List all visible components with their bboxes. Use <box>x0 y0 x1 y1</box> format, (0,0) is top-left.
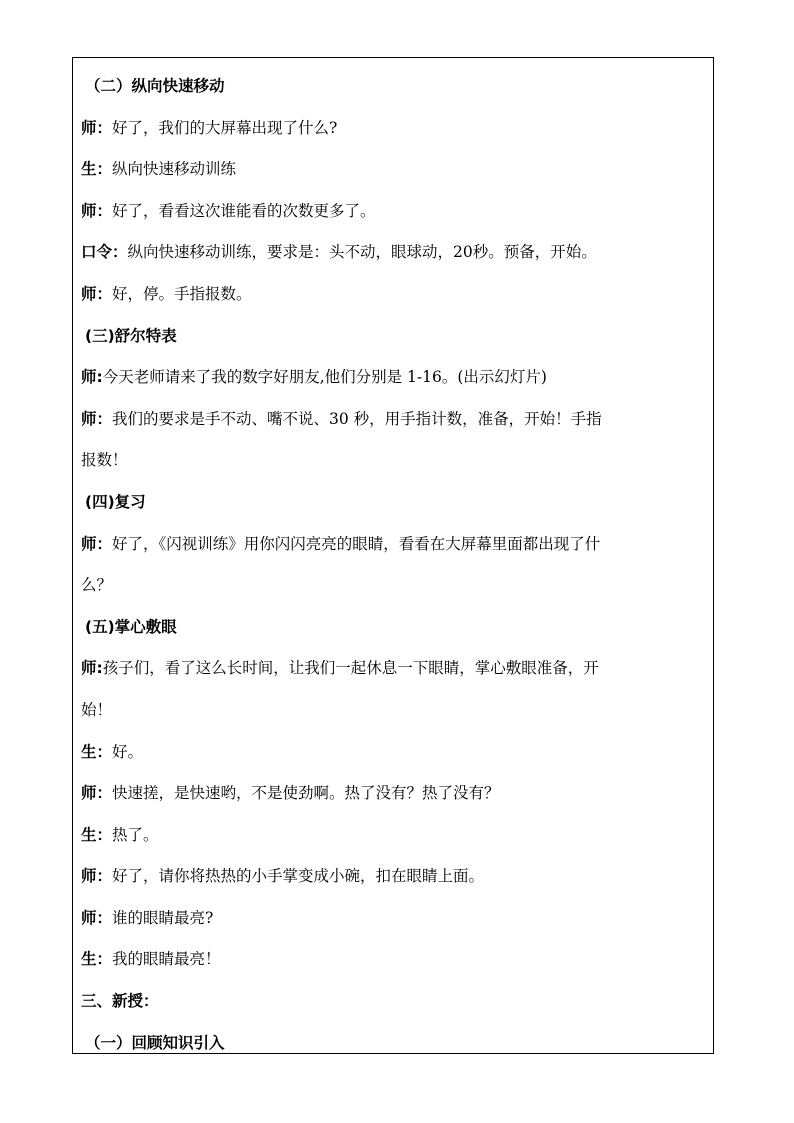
speaker-label: 生： <box>81 825 113 844</box>
continuation-line: 始！ <box>81 700 113 719</box>
section-heading: 三、新授： <box>81 992 159 1011</box>
speaker-label: 师： <box>81 867 113 886</box>
dialog-line <box>81 108 707 150</box>
dialog-text: 今天老师请来了我的数字好朋友,他们分别是 1-16。(出示幻灯片) <box>102 368 547 387</box>
dialog-line <box>81 856 707 898</box>
section-heading: (三)舒尔特表 <box>85 326 177 345</box>
dialog-text: 纵向快速移动训练 <box>112 160 237 179</box>
section-heading: (四)复习 <box>85 492 146 511</box>
dialog-line <box>81 939 707 981</box>
section-heading: （一）回顾知识引入 <box>85 1033 225 1052</box>
dialog-text: 好。 <box>112 742 144 761</box>
speaker-label: 口令： <box>81 243 128 262</box>
dialog-text: 纵向快速移动训练，要求是：头不动，眼球动，20秒。预备，开始。 <box>127 243 597 262</box>
speaker-label: 师： <box>81 908 113 927</box>
dialog-line <box>81 732 707 774</box>
speaker-label: 师： <box>81 201 113 220</box>
continuation-line: 么？ <box>81 576 113 595</box>
dialog-line <box>81 648 707 690</box>
dialog-line <box>81 898 707 940</box>
dialog-text: 好，停。手指报数。 <box>112 284 252 303</box>
dialog-line <box>81 191 707 233</box>
dialog-line <box>81 232 707 274</box>
speaker-label: 师： <box>81 784 113 803</box>
dialog-line <box>81 399 707 441</box>
dialog-line <box>81 149 707 191</box>
dialog-text: 好了，我们的大屏幕出现了什么? <box>112 118 338 137</box>
speaker-label: 师: <box>81 659 103 678</box>
dialog-text: 我的眼睛最亮！ <box>112 950 221 969</box>
speaker-label: 师： <box>81 409 113 428</box>
speaker-label: 师： <box>81 534 113 553</box>
dialog-line <box>81 357 707 399</box>
dialog-line <box>81 274 707 316</box>
dialog-text: 好了，《闪视训练》用你闪闪亮亮的眼睛，看看在大屏幕里面都出现了什 <box>112 534 601 553</box>
dialog-line <box>81 773 707 815</box>
speaker-label: 师： <box>81 284 113 303</box>
dialog-line <box>81 815 707 857</box>
section-heading: (五)掌心敷眼 <box>85 617 177 636</box>
dialog-text: 谁的眼睛最亮? <box>112 908 214 927</box>
document-body <box>81 66 707 1064</box>
speaker-label: 生： <box>81 950 113 969</box>
continuation-line: 报数！ <box>81 451 128 470</box>
dialog-text: 快速搓，是快速哟，不是使劲啊。热了没有？热了没有？ <box>112 784 500 803</box>
dialog-text: 好了，看看这次谁能看的次数更多了。 <box>112 201 376 220</box>
dialog-text: 孩子们，看了这么长时间，让我们一起休息一下眼睛，掌心敷眼准备，开 <box>102 659 599 678</box>
speaker-label: 生： <box>81 160 113 179</box>
dialog-text: 好了，请你将热热的小手掌变成小碗，扣在眼睛上面。 <box>112 867 485 886</box>
dialog-text: 热了。 <box>112 825 159 844</box>
speaker-label: 师: <box>81 368 103 387</box>
section-heading: （二）纵向快速移动 <box>85 77 225 95</box>
dialog-line <box>81 524 707 566</box>
dialog-text: 我们的要求是手不动、嘴不说、30 秒，用手指计数，准备，开始！手指 <box>112 409 602 428</box>
document-frame <box>72 57 714 1054</box>
speaker-label: 生： <box>81 742 113 761</box>
speaker-label: 师： <box>81 118 113 137</box>
